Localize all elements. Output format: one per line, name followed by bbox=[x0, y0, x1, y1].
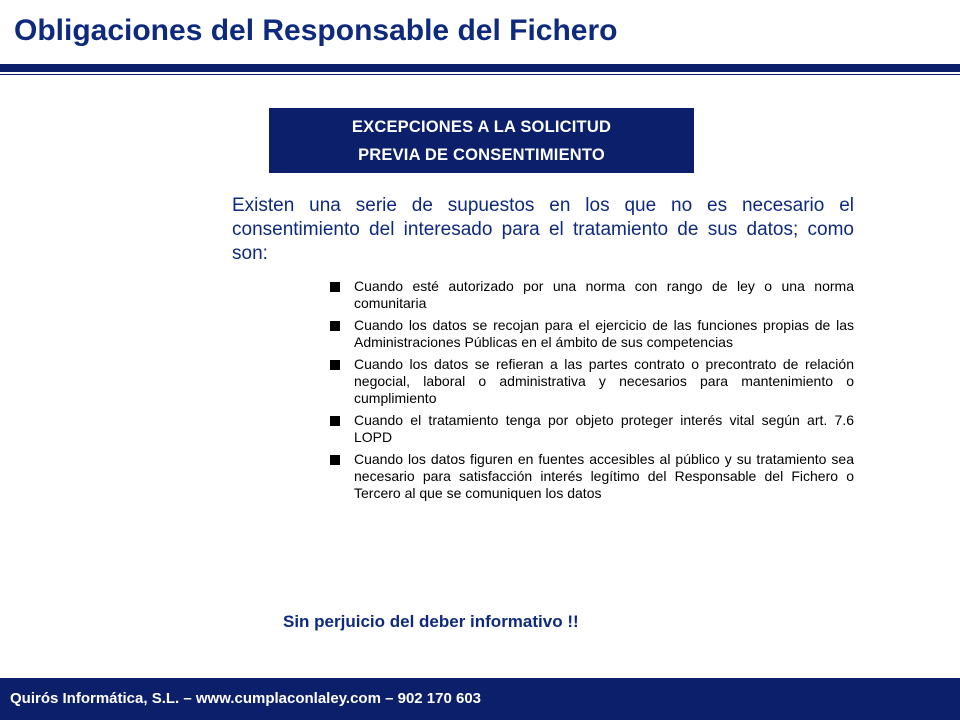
intro-paragraph: Existen una serie de supuestos en los que no es necesario el consentimiento del interesado para el tratamiento de sus datos; como son: bbox=[232, 195, 854, 264]
list-item-text: Cuando esté autorizado por una norma con rango de ley o una norma comunitaria bbox=[354, 278, 854, 311]
square-bullet-icon bbox=[330, 455, 340, 465]
exceptions-list bbox=[330, 278, 854, 507]
section-header-line-1: EXCEPCIONES A LA SOLICITUD bbox=[351, 117, 612, 136]
square-bullet-icon bbox=[330, 321, 340, 331]
section-header-box bbox=[269, 108, 694, 173]
square-bullet-icon bbox=[330, 360, 340, 370]
list-item-text: Cuando los datos se refieran a las partes contrato o precontrato de relación negocial, laboral o administrativa y necesarios para mantenimiento o cumplimiento bbox=[354, 356, 854, 406]
closing-note: Sin perjuicio del deber informativo !! bbox=[283, 612, 579, 631]
list-item bbox=[330, 451, 854, 502]
list-item-text: Cuando el tratamiento tenga por objeto proteger interés vital según art. 7.6 LOPD bbox=[354, 412, 854, 445]
list-item bbox=[330, 412, 854, 446]
section-header-line-2: PREVIA DE CONSENTIMIENTO bbox=[358, 145, 605, 164]
title-underline-bar bbox=[0, 64, 960, 72]
slide-title: Obligaciones del Responsable del Fichero bbox=[14, 14, 618, 47]
list-item bbox=[330, 317, 854, 351]
title-underline-thin bbox=[0, 74, 960, 75]
square-bullet-icon bbox=[330, 282, 340, 292]
list-item bbox=[330, 356, 854, 407]
list-item bbox=[330, 278, 854, 312]
list-item-text: Cuando los datos se recojan para el ejercicio de las funciones propias de las Administraciones Públicas en el ámbito de sus competencias bbox=[354, 317, 854, 350]
list-item-text: Cuando los datos figuren en fuentes accesibles al público y su tratamiento sea necesario para satisfacción interés legítimo del Responsable del Fichero o Tercero al que se comuniquen los datos bbox=[354, 451, 854, 501]
footer-bar bbox=[0, 678, 960, 720]
footer-text: Quirós Informática, S.L. – www.cumplaconlaley.com – 902 170 603 bbox=[10, 690, 482, 707]
square-bullet-icon bbox=[330, 416, 340, 426]
